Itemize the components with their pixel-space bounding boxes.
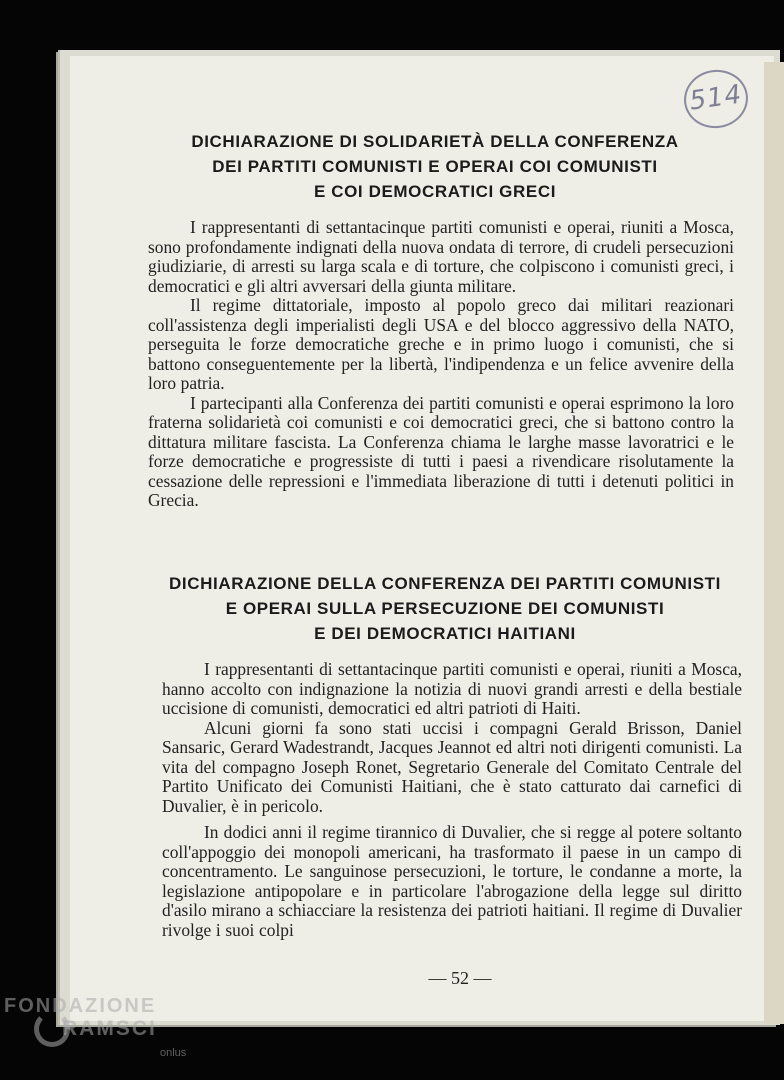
- section2-heading: [140, 571, 750, 646]
- section1-heading: [140, 129, 730, 204]
- paragraph: In dodici anni il regime tirannico di Duvalier, che si regge al potere soltanto coll'appoggio dei monopoli americani, ha trasformato il paese in un campo di concentramento. Le sanguinose persecuzioni, le torture, le condanne a morte, la legislazione antipopolare e in particolare l'abrogazione della legge sul diritto d'asilo mirano a schiacciare la resistenza dei patrioti haitiani. Il regime di Duvalier rivolge i suoi colpi: [162, 822, 742, 940]
- section2-body: [162, 660, 742, 940]
- watermark-line1: FONDAZIONE: [4, 995, 157, 1017]
- paragraph: I rappresentanti di settantacinque partiti comunisti e operai, riuniti a Mosca, hanno accolto con indignazione la notizia di nuovi grandi arresti e della bestiale uccisione di comunisti, democratici ed altri patrioti di Haiti.: [162, 659, 742, 718]
- watermark-logo: [4, 995, 204, 1075]
- page-number: — 52 —: [428, 968, 492, 988]
- section1-heading-line: DEI PARTITI COMUNISTI E OPERAI COI COMUNISTI: [212, 157, 658, 176]
- section2-heading-line: DICHIARAZIONE DELLA CONFERENZA DEI PARTITI COMUNISTI: [169, 574, 721, 593]
- paragraph: I rappresentanti di settantacinque partiti comunisti e operai, riuniti a Mosca, sono profondamente indignati della nuova ondata di terrore, di crudeli persecuzioni giudiziarie, di arresti su larga scala e di torture, che colpiscono i comunisti greci, i democratici e gli altri avversari della giunta militare.: [148, 217, 734, 296]
- paragraph: Il regime dittatoriale, imposto al popolo greco dai militari reazionari coll'assistenza degli imperialisti degli USA e del blocco aggressivo della NATO, perseguita le forze democratiche greche e in primo luogo i comunisti, che si battono conseguentemente per la libertà, l'indipendenza e un felice avvenire della loro patria.: [148, 295, 734, 393]
- paragraph: Alcuni giorni fa sono stati uccisi i compagni Gerald Brisson, Daniel Sansaric, Gerard Wadestrandt, Jacques Jeannot ed altri noti dirigenti comunisti. La vita del compagno Joseph Ronet, Segretario Generale del Comitato Centrale del Partito Unificato dei Comunisti Haitiani, che è stato catturato dai carnefici di Duvalier, è in pericolo.: [162, 717, 742, 816]
- section1-heading-line: E COI DEMOCRATICI GRECI: [313, 182, 557, 201]
- section2-heading-line: E OPERAI SULLA PERSECUZIONE DEI COMUNISTI: [225, 599, 665, 618]
- watermark-line3: onlus: [160, 1047, 187, 1059]
- handwritten-page-annotation: 514: [680, 66, 751, 132]
- watermark-line2: RAMSCI: [62, 1017, 157, 1040]
- section2-heading-line: E DEI DEMOCRATICI HAITIANI: [314, 624, 576, 643]
- paragraph: I partecipanti alla Conferenza dei partiti comunisti e operai esprimono la loro fraterna solidarietà coi comunisti e coi democratici greci, che si battono contro la dittatura militare fascista. La Conferenza chiama le larghe masse lavoratrici e le forze democratiche e progressiste di tutti i paesi a rivendicare risolutamente la cessazione delle repressioni e l'immediata liberazione di tutti i detenuti politici in Grecia.: [148, 392, 734, 510]
- section1-body: [148, 218, 734, 511]
- page-edge: [764, 62, 784, 1024]
- section1-heading-line: DICHIARAZIONE DI SOLIDARIETÀ DELLA CONFERENZA: [191, 132, 679, 151]
